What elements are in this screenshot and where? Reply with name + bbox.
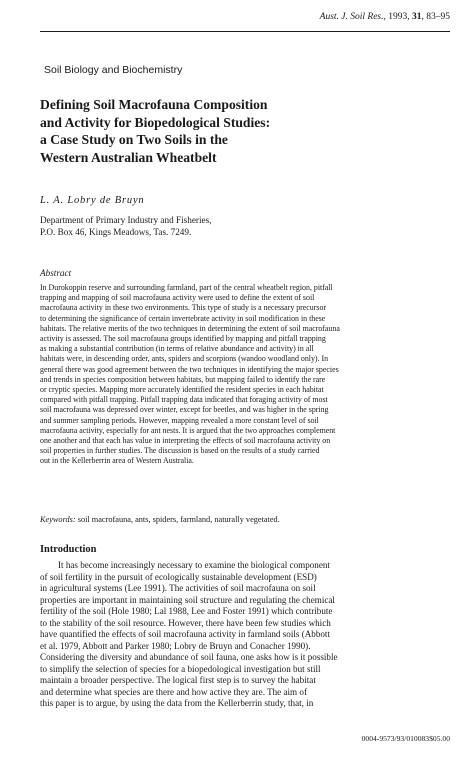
abstract-line: out in the Kellerberrin area of Western Australia.	[40, 456, 194, 466]
body-line: this paper is to argue, by using the data from the Kellerberrin study, that, in	[40, 698, 314, 708]
body-line: in agricultural systems (Lee 1991). The activities of soil macrofauna on soil	[40, 583, 316, 593]
introduction-heading: Introduction	[40, 544, 97, 555]
section-label: Soil Biology and Biochemistry	[44, 64, 183, 76]
abstract-line: soil properties in further studies. The discussion is based on the results of a study carried	[40, 446, 320, 456]
introduction-body	[40, 560, 460, 710]
keywords	[40, 515, 280, 524]
body-line: maintain a broader perspective. The logical first step is to survey the habitat	[40, 675, 316, 685]
title-line: and Activity for Biopedological Studies:	[40, 114, 271, 130]
abstract-line: habitats. The relative merits of the two techniques in determining the extent of soil macrofauna	[40, 323, 340, 333]
abstract-line: one another and that each has value in interpreting the effects of soil macrofauna activity on	[40, 436, 331, 446]
abstract-line: trapping and mapping of soil macrofauna activity were used to define the extent of soil	[40, 293, 315, 303]
affiliation-line: P.O. Box 46, Kings Meadows, Tas. 7249.	[40, 227, 192, 237]
abstract-line: or cryptic species. Mapping more accurately identified the resident species in each habitat	[40, 385, 324, 395]
abstract-line: macrofauna activity, especially for ant nests. It is argued that the two approaches complement	[40, 425, 336, 435]
body-line: of soil fertility in the pursuit of ecologically sustainable development (ESD)	[40, 571, 317, 582]
abstract-line: habitats were, in descending order, ants, spiders and scorpions (wandoo woodland only). In	[40, 354, 329, 364]
body-line: and determine what species are there and how active they are. The aim of	[40, 686, 307, 697]
abstract-line: macrofauna activity in these two environments. This type of study is a necessary precursor	[40, 303, 327, 313]
abstract-line: In Durokoppin reserve and surrounding farmland, part of the central wheatbelt region, pitfall	[40, 283, 333, 292]
abstract-line: compared with pitfall trapping. Pitfall trapping data indicated that foraging activity of most	[40, 395, 328, 405]
header-rule	[40, 31, 450, 32]
article-title	[40, 96, 440, 166]
body-line: have quantified the effects of soil macrofauna activity in farmland soils (Abbott	[40, 629, 330, 639]
abstract-line: as making a substantial contribution (in terms of relative abundance and activity) in all	[40, 344, 314, 354]
abstract-line: soil macrofauna was depressed over winter, except for beetles, and was higher in the spring	[40, 405, 329, 415]
author-affiliation	[40, 214, 211, 238]
journal-year: , 1993,	[383, 12, 412, 22]
body-line: properties are important in maintaining soil structure and regulating the chemical	[40, 594, 335, 605]
title-line: Defining Soil Macrofauna Composition	[40, 97, 268, 112]
abstract-line: and trends in species composition between habitats, but mapping failed to identify the rare	[40, 374, 326, 384]
abstract-line: activity is assessed. The soil macrofauna groups identified by mapping and pitfall trapping	[40, 334, 326, 344]
title-line: Western Australian Wheatbelt	[40, 149, 217, 165]
abstract-line: general there was good agreement between the two techniques in identifying the major species	[40, 364, 339, 374]
keywords-label: Keywords:	[40, 515, 76, 524]
body-line: et al. 1979, Abbott and Parker 1980; Lobry de Bruyn and Conacher 1990).	[40, 640, 311, 651]
journal-volume: 31	[412, 12, 422, 22]
abstract-heading: Abstract	[40, 268, 72, 278]
journal-name: Aust. J. Soil Res.	[319, 12, 384, 22]
copyright-code: 0004-9573/93/010083$05.00	[361, 734, 450, 743]
author-name: L. A. Lobry de Bruyn	[40, 195, 145, 206]
body-line: to the stability of the soil resource. However, there have been few studies which	[40, 617, 331, 628]
journal-citation	[320, 12, 450, 22]
title-line: a Case Study on Two Soils in the	[40, 132, 228, 147]
abstract-line: and summer sampling periods. However, mapping revealed a more constant level of soil	[40, 415, 319, 425]
body-line: to simplify the selection of species for a biopedological investigation but still	[40, 663, 321, 674]
affiliation-line: Department of Primary Industry and Fisheries,	[40, 215, 212, 225]
journal-pages: , 83–95	[421, 12, 450, 22]
abstract-body	[40, 283, 455, 467]
body-line: fertility of the soil (Hole 1980; Lal 1988, Lee and Foster 1991) which contribute	[40, 606, 333, 616]
keywords-text: soil macrofauna, ants, spiders, farmland, naturally vegetated.	[75, 515, 280, 524]
abstract-line: to determining the significance of certain invertebrate activity in soil modification in these	[40, 313, 326, 323]
body-line: It has become increasingly necessary to examine the biological component	[58, 560, 330, 570]
body-line: Considering the diversity and abundance of soil fauna, one asks how is it possible	[40, 652, 338, 662]
